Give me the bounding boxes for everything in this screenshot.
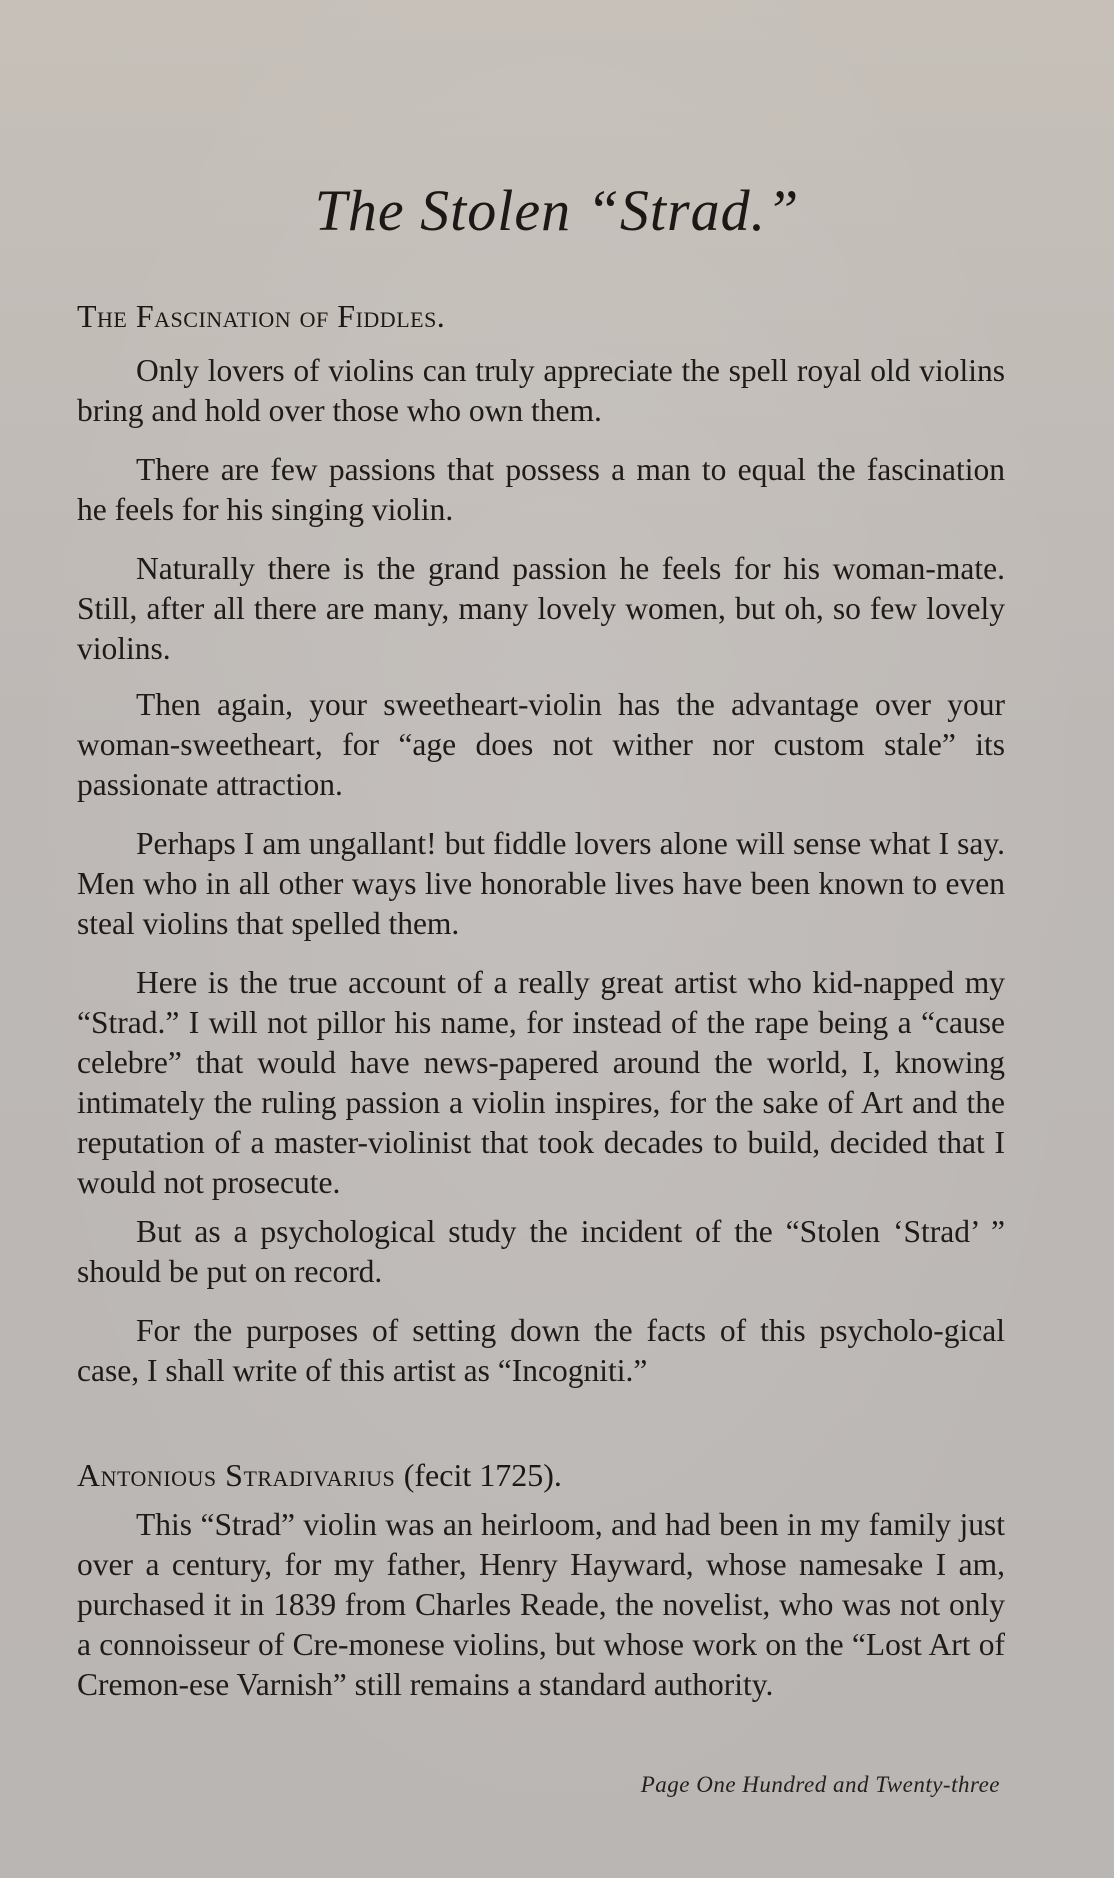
section-heading-date: (fecit 1725). <box>403 1457 562 1493</box>
paragraph: Then again, your sweetheart-violin has the advantage over your woman-sweetheart, for “age does not wither nor custom stale” its passionate attraction. <box>77 687 1005 802</box>
section-heading-text: Antonious Stradivarius <box>77 1457 396 1493</box>
paragraph: There are few passions that possess a man to equal the fascination he feels for his singing violin. <box>77 452 1005 527</box>
paragraph: Here is the true account of a really great artist who kid-napped my “Strad.” I will not pillor his name, for instead of the rape being a “cause celebre” that would have news-papered around the world, I, knowing intimately the ruling passion a violin inspires, for the sake of Art and the reputation of a master-violinist that took decades to build, decided that I would not prosecute. <box>77 965 1005 1200</box>
paragraph: This “Strad” violin was an heirloom, and had been in my family just over a century, for my father, Henry Hayward, whose namesake I am, purchased it in 1839 from Charles Reade, the novelist, who was not only a connoisseur of Cre-monese violins, but whose work on the “Lost Art of Cremon-ese Varnish” still remains a standard authority. <box>77 1507 1005 1702</box>
paragraph: But as a psychological study the incident of the “Stolen ‘Strad’ ” should be put on record. <box>77 1214 1005 1289</box>
paragraph: Perhaps I am ungallant! but fiddle lovers alone will sense what I say. Men who in all other ways live honorable lives have been known to even steal violins that spelled them. <box>77 826 1005 941</box>
paragraph: For the purposes of setting down the facts of this psycholo-gical case, I shall write of this artist as “Incogniti.” <box>77 1313 1005 1388</box>
page-number-footer: Page One Hundred and Twenty-three <box>640 1772 1000 1797</box>
section-body-stradivarius <box>77 1505 1005 1705</box>
section-heading-fascination <box>77 296 445 336</box>
section-heading-text: The Fascination of Fiddles. <box>77 298 446 334</box>
page-title: The Stolen “Strad.” <box>314 178 800 243</box>
section-heading-stradivarius <box>77 1455 562 1495</box>
paragraph: Naturally there is the grand passion he feels for his woman-mate. Still, after all there are many, many lovely women, but oh, so few lovely violins. <box>77 551 1005 666</box>
paragraph: Only lovers of violins can truly appreciate the spell royal old violins bring and hold over those who own them. <box>77 353 1005 428</box>
section-body-fascination <box>77 351 1005 1391</box>
